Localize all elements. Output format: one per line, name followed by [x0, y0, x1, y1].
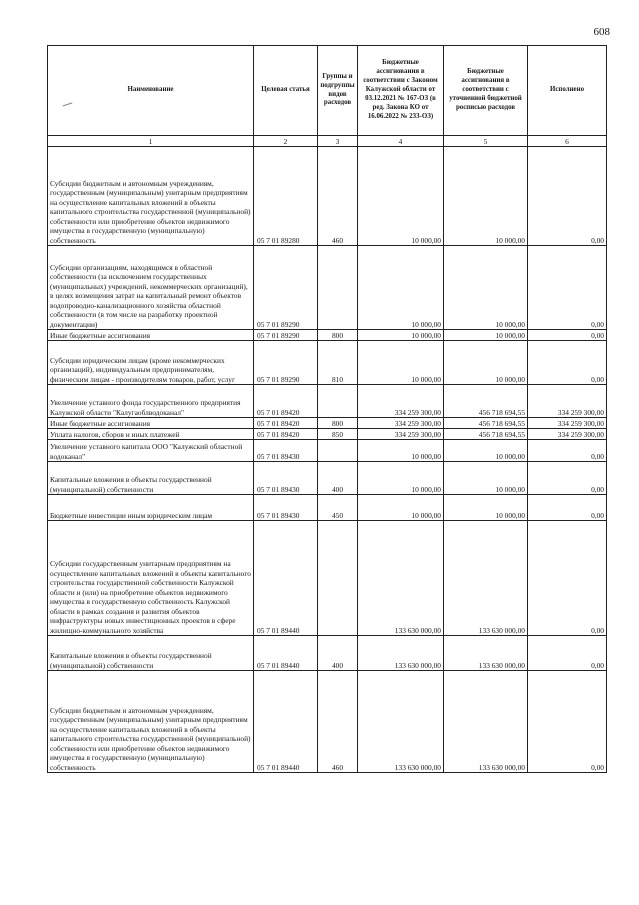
row-law-amount: 10 000,00	[358, 330, 444, 341]
row-refined-amount: 10 000,00	[444, 330, 528, 341]
row-name: Субсидии государственным унитарным предприятиям на осуществление капитальных вложений в объекты капитального строительства государственной собственности Калужской области и (или) на приобретение объектов недвижимого имущества в государственную собственность Калужской области в рамках создания и развития объектов инфраструктуры новых инвестиционных проектов в сфере жилищно-коммунального хозяйства	[48, 521, 254, 636]
row-law-amount: 10 000,00	[358, 341, 444, 385]
row-refined-amount: 133 630 000,00	[444, 636, 528, 671]
row-code: 05 7 01 89440	[254, 521, 318, 636]
row-executed-amount: 0,00	[528, 671, 607, 773]
table-row	[48, 330, 607, 341]
row-executed-amount: 0,00	[528, 147, 607, 246]
column-number: 4	[358, 136, 444, 147]
row-refined-amount: 10 000,00	[444, 495, 528, 521]
column-number: 2	[254, 136, 318, 147]
row-group: 460	[318, 671, 358, 773]
table-row	[48, 246, 607, 330]
row-name: Субсидии организациям, находящимся в областной собственности (за исключением государственных (муниципальных) учреждений, некоммерческих организаций), в целях возмещения затрат на капитальный ремонт объектов водопроводно-канализационного хозяйства областной собственности (в том числе на разработку проектной документации)	[48, 246, 254, 330]
row-code: 05 7 01 89420	[254, 418, 318, 429]
row-executed-amount: 0,00	[528, 246, 607, 330]
header-law-allocations: Бюджетные ассигнования в соответствии с Законом Калужской области от 03.12.2021 № 167-ОЗ (в ред. Закона КО от 16.06.2022 № 233-ОЗ)	[358, 46, 444, 136]
row-name: Субсидии бюджетным и автономным учреждениям, государственным (муниципальным) унитарным предприятиям на осуществление капитальных вложений в объекты капитального строительства государственной (муниципальной) собственности или приобретение объектов недвижимого имущества в государственную (муниципальную) собственность	[48, 671, 254, 773]
row-law-amount: 10 000,00	[358, 462, 444, 495]
row-executed-amount: 0,00	[528, 330, 607, 341]
row-refined-amount: 456 718 694,55	[444, 418, 528, 429]
table-row	[48, 418, 607, 429]
row-refined-amount: 10 000,00	[444, 440, 528, 462]
page-number: 608	[593, 26, 610, 38]
column-number: 3	[318, 136, 358, 147]
row-code: 05 7 01 89430	[254, 462, 318, 495]
row-executed-amount: 334 259 300,00	[528, 385, 607, 418]
row-executed-amount: 0,00	[528, 636, 607, 671]
row-group: 810	[318, 341, 358, 385]
row-group	[318, 440, 358, 462]
row-code: 05 7 01 89440	[254, 671, 318, 773]
row-executed-amount: 334 259 300,00	[528, 429, 607, 440]
header-target-article: Целевая статья	[254, 46, 318, 136]
row-name: Субсидии бюджетным и автономным учреждениям, государственным (муниципальным) унитарным предприятиям на осуществление капитальных вложений в объекты капитального строительства государственной (муниципальной) собственности или приобретение объектов недвижимого имущества в государственную (муниципальную) собственность	[48, 147, 254, 246]
row-code: 05 7 01 89280	[254, 147, 318, 246]
row-code: 05 7 01 89420	[254, 429, 318, 440]
row-code: 05 7 01 89440	[254, 636, 318, 671]
row-group	[318, 521, 358, 636]
row-group: 400	[318, 462, 358, 495]
row-refined-amount: 456 718 694,55	[444, 429, 528, 440]
table-row	[48, 495, 607, 521]
table-row	[48, 636, 607, 671]
header-row	[48, 46, 607, 136]
row-executed-amount: 0,00	[528, 440, 607, 462]
row-name: Бюджетные инвестиции иным юридическим лицам	[48, 495, 254, 521]
column-number: 1	[48, 136, 254, 147]
header-expense-groups: Группы и подгруппы видов расходов	[318, 46, 358, 136]
row-refined-amount: 133 630 000,00	[444, 521, 528, 636]
row-law-amount: 334 259 300,00	[358, 385, 444, 418]
row-law-amount: 10 000,00	[358, 246, 444, 330]
row-group: 800	[318, 418, 358, 429]
row-code: 05 7 01 89420	[254, 385, 318, 418]
row-group: 800	[318, 330, 358, 341]
row-refined-amount: 456 718 694,55	[444, 385, 528, 418]
row-executed-amount: 0,00	[528, 341, 607, 385]
row-law-amount: 133 630 000,00	[358, 521, 444, 636]
row-name: Капитальные вложения в объекты государственной (муниципальной) собственности	[48, 636, 254, 671]
row-refined-amount: 10 000,00	[444, 462, 528, 495]
row-refined-amount: 133 630 000,00	[444, 671, 528, 773]
table-row	[48, 429, 607, 440]
table-row	[48, 521, 607, 636]
row-executed-amount: 334 259 300,00	[528, 418, 607, 429]
row-name: Капитальные вложения в объекты государственной (муниципальной) собственности	[48, 462, 254, 495]
table-row	[48, 462, 607, 495]
row-executed-amount: 0,00	[528, 462, 607, 495]
column-number: 6	[528, 136, 607, 147]
row-law-amount: 133 630 000,00	[358, 636, 444, 671]
row-group	[318, 246, 358, 330]
table-row	[48, 440, 607, 462]
row-name: Увеличение уставного фонда государственного предприятия Калужской области "Калугаоблводоканал"	[48, 385, 254, 418]
row-group	[318, 385, 358, 418]
row-law-amount: 334 259 300,00	[358, 418, 444, 429]
column-number: 5	[444, 136, 528, 147]
table-row	[48, 147, 607, 246]
row-name: Субсидии юридическим лицам (кроме некоммерческих организаций), индивидуальным предпринимателям, физическим лицам - производителям товаров, работ, услуг	[48, 341, 254, 385]
row-group: 850	[318, 429, 358, 440]
column-number-row	[48, 136, 607, 147]
row-refined-amount: 10 000,00	[444, 246, 528, 330]
budget-table	[47, 45, 607, 773]
row-law-amount: 10 000,00	[358, 440, 444, 462]
row-code: 05 7 01 89290	[254, 246, 318, 330]
row-law-amount: 10 000,00	[358, 147, 444, 246]
header-name: Наименование	[48, 46, 254, 136]
row-code: 05 7 01 89290	[254, 341, 318, 385]
row-code: 05 7 01 89290	[254, 330, 318, 341]
row-name: Иные бюджетные ассигнования	[48, 418, 254, 429]
table-row	[48, 341, 607, 385]
row-law-amount: 133 630 000,00	[358, 671, 444, 773]
row-law-amount: 10 000,00	[358, 495, 444, 521]
row-name: Уплата налогов, сборов и иных платежей	[48, 429, 254, 440]
row-group: 400	[318, 636, 358, 671]
row-name: Иные бюджетные ассигнования	[48, 330, 254, 341]
row-group: 450	[318, 495, 358, 521]
table-row	[48, 671, 607, 773]
row-code: 05 7 01 89430	[254, 495, 318, 521]
row-name: Увеличение уставного капитала ООО "Калужский областной водоканал"	[48, 440, 254, 462]
row-executed-amount: 0,00	[528, 521, 607, 636]
row-code: 05 7 01 89430	[254, 440, 318, 462]
row-group: 460	[318, 147, 358, 246]
row-refined-amount: 10 000,00	[444, 341, 528, 385]
table-row	[48, 385, 607, 418]
header-executed: Исполнено	[528, 46, 607, 136]
row-refined-amount: 10 000,00	[444, 147, 528, 246]
header-refined-allocations: Бюджетные ассигнования в соответствии с уточненной бюджетной росписью расходов	[444, 46, 528, 136]
row-law-amount: 334 259 300,00	[358, 429, 444, 440]
row-executed-amount: 0,00	[528, 495, 607, 521]
